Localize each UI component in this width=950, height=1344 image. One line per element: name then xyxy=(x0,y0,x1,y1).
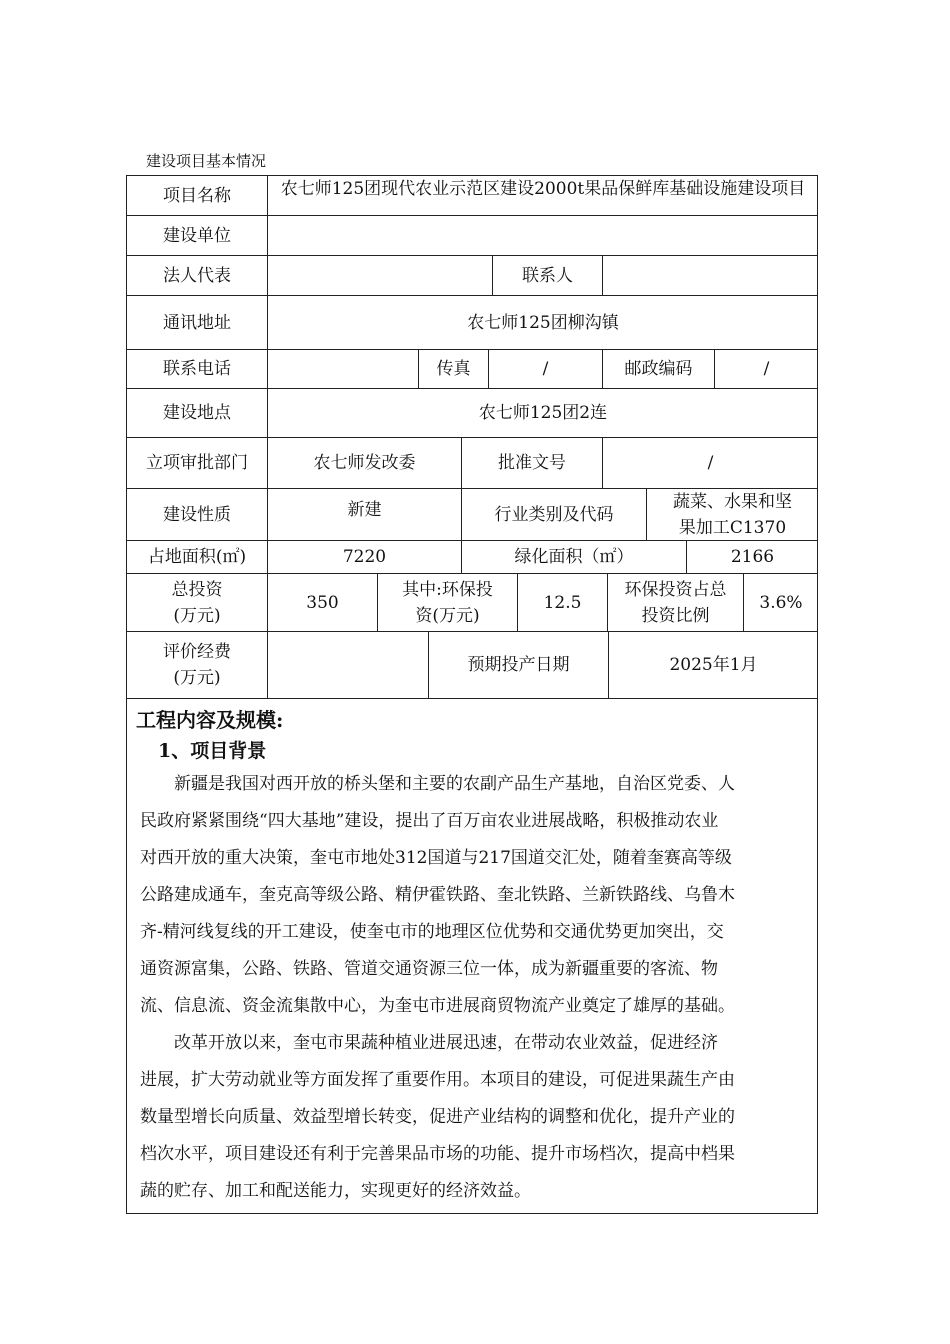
approval-dept-value: 农七师发改委 xyxy=(268,438,462,489)
paragraph-line: 改革开放以来，奎屯市果蔬种植业进展迅速，在带动农业效益，促进经济 xyxy=(174,1033,718,1053)
content-subheading: 1、项目背景 xyxy=(158,740,267,762)
builder-label: 建设单位 xyxy=(127,216,268,256)
site-label: 建设地点 xyxy=(127,389,268,438)
env-invest-label-line1: 其中:环保投 xyxy=(402,579,493,600)
legal-rep-label: 法人代表 xyxy=(127,256,268,296)
approval-dept-label: 立项审批部门 xyxy=(127,438,268,489)
industry-value xyxy=(647,489,818,541)
eval-fee-label-line1: 评价经费 xyxy=(163,642,231,662)
background-paragraph-1 xyxy=(140,766,810,1025)
site-value: 农七师125团2连 xyxy=(268,389,818,438)
phone-value xyxy=(268,350,419,389)
industry-value-line1: 蔬菜、水果和坚 xyxy=(673,491,792,512)
project-name-label: 项目名称 xyxy=(127,176,268,216)
invest-label xyxy=(127,574,268,632)
contact-person-label: 联系人 xyxy=(493,256,603,296)
industry-label: 行业类别及代码 xyxy=(462,489,647,541)
eval-fee-value xyxy=(268,632,429,699)
paragraph-line: 对西开放的重大决策，奎屯市地处312国道与217国道交汇处，随着奎赛高等级 xyxy=(140,848,732,868)
nature-value: 新建 xyxy=(268,489,462,541)
env-invest-label xyxy=(378,574,518,632)
green-area-value: 2166 xyxy=(687,541,818,574)
address-value: 农七师125团柳沟镇 xyxy=(268,296,818,350)
paragraph-line: 民政府紧紧围绕“四大基地”建设，提出了百万亩农业进展战略，积极推动农业 xyxy=(140,811,719,831)
fax-label: 传真 xyxy=(419,350,489,389)
eval-fee-label xyxy=(127,632,268,699)
start-date-label: 预期投产日期 xyxy=(429,632,609,699)
background-paragraph-2 xyxy=(140,1025,810,1210)
invest-value: 350 xyxy=(268,574,378,632)
env-ratio-label-line2: 投资比例 xyxy=(641,605,710,626)
postcode-label: 邮政编码 xyxy=(603,350,715,389)
env-ratio-label-line1: 环保投资占总 xyxy=(624,579,727,600)
legal-rep-value xyxy=(268,256,493,296)
area-label: 占地面积(㎡) xyxy=(127,541,268,574)
invest-label-line2: (万元) xyxy=(173,605,221,626)
paragraph-line: 通资源富集，公路、铁路、管道交通资源三位一体，成为新疆重要的客流、物 xyxy=(140,959,718,979)
paragraph-line: 蔬的贮存、加工和配送能力，实现更好的经济效益。 xyxy=(140,1181,531,1201)
area-value: 7220 xyxy=(268,541,462,574)
postcode-value: / xyxy=(715,350,818,389)
contact-person-value xyxy=(603,256,818,296)
industry-value-line2: 果加工C1370 xyxy=(678,517,787,538)
phone-label: 联系电话 xyxy=(127,350,268,389)
approval-no-value: / xyxy=(603,438,818,489)
paragraph-line: 公路建成通车，奎克高等级公路、精伊霍铁路、奎北铁路、兰新铁路线、乌鲁木 xyxy=(140,885,735,905)
address-label: 通讯地址 xyxy=(127,296,268,350)
paragraph-line: 档次水平，项目建设还有利于完善果品市场的功能、提升市场档次，提高中档果 xyxy=(140,1144,735,1164)
paragraph-line: 数量型增长向质量、效益型增长转变，促进产业结构的调整和优化，提升产业的 xyxy=(140,1107,735,1127)
eval-fee-label-line2: (万元) xyxy=(173,668,221,688)
env-ratio-label xyxy=(608,574,744,632)
paragraph-line: 进展，扩大劳动就业等方面发挥了重要作用。本项目的建设，可促进果蔬生产由 xyxy=(140,1070,735,1090)
env-invest-value: 12.5 xyxy=(518,574,608,632)
paragraph-line: 新疆是我国对西开放的桥头堡和主要的农副产品生产基地，自治区党委、人 xyxy=(174,774,735,794)
invest-label-line1: 总投资 xyxy=(171,579,223,600)
project-name-value: 农七师125团现代农业示范区建设2000t果品保鲜库基础设施建设项目 xyxy=(268,176,818,216)
nature-label: 建设性质 xyxy=(127,489,268,541)
fax-value: / xyxy=(489,350,603,389)
env-ratio-value: 3.6% xyxy=(744,574,818,632)
green-area-label: 绿化面积（㎡） xyxy=(462,541,687,574)
builder-value xyxy=(268,216,818,256)
paragraph-line: 齐-精河线复线的开工建设，使奎屯市的地理区位优势和交通优势更加突出，交 xyxy=(140,922,724,942)
content-heading: 工程内容及规模: xyxy=(136,708,284,732)
approval-no-label: 批准文号 xyxy=(462,438,603,489)
start-date-value: 2025年1月 xyxy=(609,632,818,699)
env-invest-label-line2: 资(万元) xyxy=(415,605,480,626)
paragraph-line: 流、信息流、资金流集散中心，为奎屯市进展商贸物流产业奠定了雄厚的基础。 xyxy=(140,996,735,1016)
section-caption: 建设项目基本情况 xyxy=(146,152,267,170)
